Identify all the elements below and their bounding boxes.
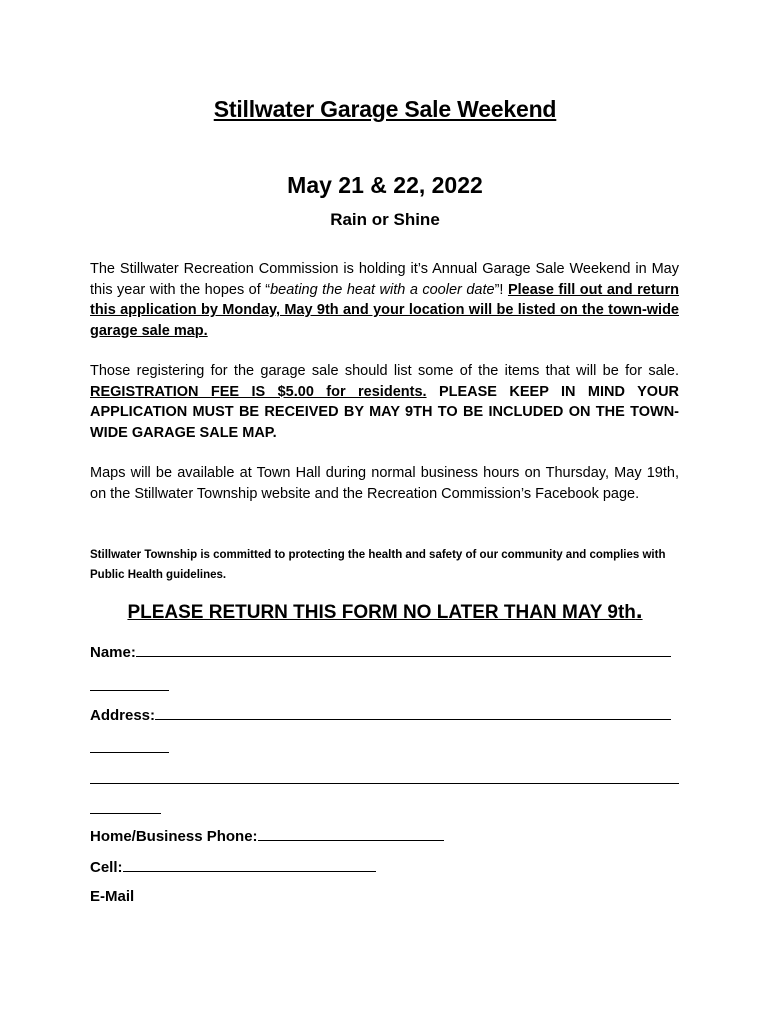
page-title: Stillwater Garage Sale Weekend xyxy=(213,96,557,122)
phone-field-row xyxy=(90,826,444,845)
address-field-line-2-continuation[interactable] xyxy=(90,813,161,814)
health-notice: Stillwater Township is committed to protecting the health and safety of our community and complies with Public Health guidelines. xyxy=(90,549,666,581)
rain-or-shine: Rain or Shine xyxy=(330,210,440,229)
phone-field[interactable] xyxy=(258,826,444,841)
registration-deadline-notice: PLEASE KEEP IN MIND YOUR APPLICATION MUST BE RECEIVED BY MAY 9TH TO BE INCLUDED ON THE TOWN-WIDE GARAGE SALE MAP. xyxy=(90,383,680,441)
return-deadline-heading xyxy=(0,597,770,624)
cell-field-row xyxy=(90,857,376,876)
address-label: Address: xyxy=(90,707,156,724)
return-deadline-text: PLEASE RETURN THIS FORM NO LATER THAN MAY 9th xyxy=(127,602,636,623)
maps-paragraph: Maps will be available at Town Hall during normal business hours on Thursday, May 19th, on the Stillwater Township website and the Recreation Commission’s Facebook page. xyxy=(90,465,679,502)
intro-text-end: ”! xyxy=(494,281,508,298)
return-deadline-dot: . xyxy=(635,597,643,624)
registration-paragraph xyxy=(90,361,679,443)
address-field-row xyxy=(90,705,671,724)
registration-fee: REGISTRATION FEE IS $5.00 for residents. xyxy=(90,383,427,400)
intro-paragraph xyxy=(90,259,679,341)
address-field[interactable] xyxy=(155,705,671,720)
phone-label: Home/Business Phone: xyxy=(90,828,258,845)
name-field-row xyxy=(90,642,671,661)
name-label: Name: xyxy=(90,644,136,661)
cell-field[interactable] xyxy=(123,857,376,872)
registration-text: Those registering for the garage sale should list some of the items that will be for sale. xyxy=(90,363,679,379)
name-field-continuation[interactable] xyxy=(90,690,169,691)
email-field-row xyxy=(90,888,134,905)
event-date: May 21 & 22, 2022 xyxy=(287,172,483,198)
intro-instruction: Please fill out and return this application by Monday, May 9th and your location will be listed on the town-wide garage sale map. xyxy=(90,281,680,339)
intro-text: The Stillwater Recreation Commission is holding it’s Annual Garage Sale Weekend in May this year with the hopes of “ xyxy=(90,261,679,298)
cell-label: Cell: xyxy=(90,859,123,876)
name-field[interactable] xyxy=(136,642,671,657)
address-field-line-2[interactable] xyxy=(90,783,679,784)
email-label: E-Mail xyxy=(90,888,135,905)
intro-italic-quote: beating the heat with a cooler date xyxy=(270,281,495,298)
address-field-continuation[interactable] xyxy=(90,752,169,753)
